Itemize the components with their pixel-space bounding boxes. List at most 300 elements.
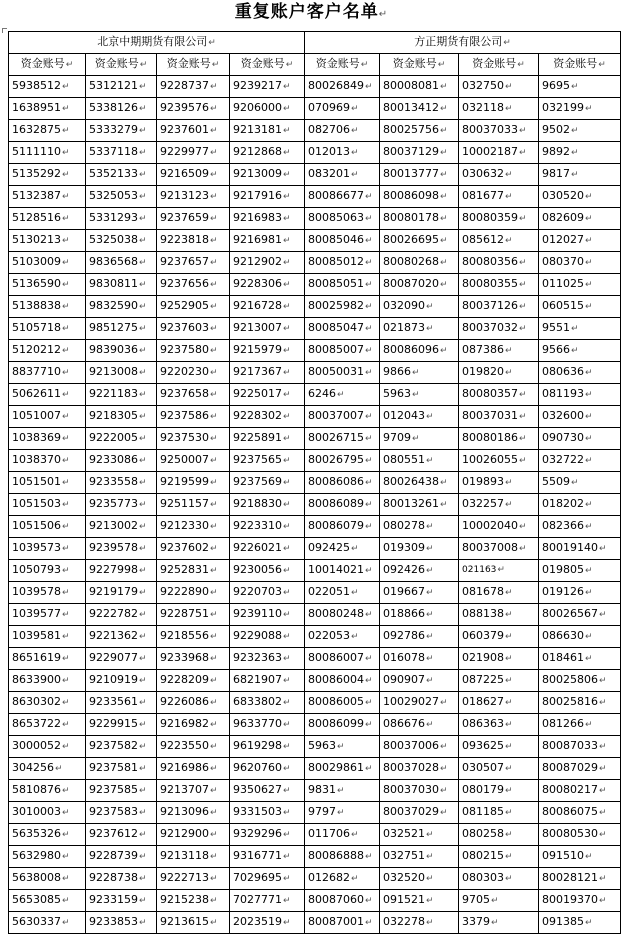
account-number: 9222713	[160, 871, 209, 884]
account-cell	[459, 230, 539, 252]
account-number: 093625	[462, 739, 505, 752]
account-cell	[380, 98, 459, 120]
table-row	[9, 252, 621, 274]
account-number: 9228209	[160, 673, 209, 686]
account-number: 1039573	[12, 541, 61, 554]
account-cell	[380, 296, 459, 318]
account-number: 9213123	[160, 189, 209, 202]
account-cell	[459, 120, 539, 142]
paragraph-mark: ↵	[139, 874, 147, 884]
paragraph-mark: ↵	[585, 632, 593, 642]
account-cell	[9, 912, 86, 934]
table-row	[9, 494, 621, 516]
paragraph-mark: ↵	[62, 478, 70, 488]
paragraph-mark: ↵	[283, 434, 291, 444]
account-number: 9213002	[89, 519, 138, 532]
account-cell	[305, 780, 380, 802]
account-number: 092426	[383, 563, 426, 576]
account-cell	[380, 472, 459, 494]
account-number: 1039578	[12, 585, 61, 598]
account-number: 80037006	[383, 739, 440, 752]
account-number: 9229915	[89, 717, 138, 730]
account-cell	[305, 450, 380, 472]
account-cell	[539, 912, 621, 934]
account-number: 087386	[462, 343, 505, 356]
account-cell	[9, 780, 86, 802]
account-number: 80080248	[308, 607, 365, 620]
paragraph-mark: ↵	[505, 82, 513, 92]
account-number: 8633900	[12, 673, 61, 686]
paragraph-mark: ↵	[351, 148, 359, 158]
account-cell	[305, 296, 380, 318]
account-number: 9239578	[89, 541, 138, 554]
account-number: 80086075	[542, 805, 599, 818]
account-cell	[305, 362, 380, 384]
account-cell	[230, 494, 305, 516]
account-number: 80085063	[308, 211, 365, 224]
account-number: 80087001	[308, 915, 365, 928]
account-number: 080215	[462, 849, 505, 862]
paragraph-mark: ↵	[283, 786, 291, 796]
account-number: 9237585	[89, 783, 138, 796]
account-cell	[459, 582, 539, 604]
account-cell	[9, 428, 86, 450]
account-number: 080179	[462, 783, 505, 796]
account-number: 9839036	[89, 343, 138, 356]
account-cell	[157, 120, 230, 142]
account-cell	[9, 208, 86, 230]
account-cell	[380, 560, 459, 582]
account-number: 092425	[308, 541, 351, 554]
account-number: 9223818	[160, 233, 209, 246]
paragraph-mark: ↵	[365, 654, 373, 664]
account-cell	[539, 890, 621, 912]
paragraph-mark: ↵	[412, 390, 420, 400]
account-cell	[305, 736, 380, 758]
account-cell	[9, 538, 86, 560]
account-cell	[157, 274, 230, 296]
paragraph-mark: ↵	[599, 742, 607, 752]
account-cell	[157, 780, 230, 802]
paragraph-mark: ↵	[139, 544, 147, 554]
account-cell	[230, 274, 305, 296]
account-cell	[539, 736, 621, 758]
account-number: 9220230	[160, 365, 209, 378]
account-cell	[230, 76, 305, 98]
paragraph-mark: ↵	[62, 610, 70, 620]
account-number: 012043	[383, 409, 426, 422]
account-number: 80019140	[542, 541, 599, 554]
account-number: 9226086	[160, 695, 209, 708]
paragraph-mark: ↵	[62, 280, 70, 290]
paragraph-mark: ↵	[505, 654, 513, 664]
account-cell	[157, 428, 230, 450]
paragraph-mark: ↵	[62, 170, 70, 180]
paragraph-mark: ↵	[519, 148, 527, 158]
account-cell	[230, 692, 305, 714]
account-cell	[9, 626, 86, 648]
paragraph-mark: ↵	[519, 522, 527, 532]
paragraph-mark: ↵	[365, 500, 373, 510]
account-number: 80087060	[308, 893, 365, 906]
paragraph-mark: ↵	[62, 258, 70, 268]
account-cell	[86, 802, 157, 824]
account-cell	[86, 824, 157, 846]
paragraph-mark: ↵	[505, 742, 513, 752]
paragraph-mark: ↵	[283, 676, 291, 686]
paragraph-mark: ↵	[519, 456, 527, 466]
paragraph-mark: ↵	[62, 500, 70, 510]
account-number: 5135292	[12, 167, 61, 180]
account-number: 012027	[542, 233, 585, 246]
account-cell	[539, 76, 621, 98]
paragraph-mark: ↵	[139, 478, 147, 488]
account-cell	[305, 252, 380, 274]
account-cell	[230, 560, 305, 582]
account-cell	[380, 670, 459, 692]
account-cell	[539, 252, 621, 274]
account-number: 9239110	[233, 607, 282, 620]
account-number: 9215979	[233, 343, 282, 356]
paragraph-mark: ↵	[210, 170, 218, 180]
account-number: 9216981	[233, 233, 282, 246]
paragraph-mark: ↵	[426, 544, 434, 554]
account-number: 80085012	[308, 255, 365, 268]
paragraph-mark: ↵	[519, 324, 527, 334]
account-cell	[157, 318, 230, 340]
account-number: 304256	[12, 761, 54, 774]
account-cell	[157, 648, 230, 670]
account-cell	[86, 626, 157, 648]
paragraph-mark: ↵	[440, 280, 448, 290]
account-cell	[305, 582, 380, 604]
account-cell	[539, 428, 621, 450]
paragraph-mark: ↵	[139, 82, 147, 92]
account-number: 5062611	[12, 387, 61, 400]
account-cell	[9, 230, 86, 252]
account-cell	[9, 406, 86, 428]
account-cell	[380, 384, 459, 406]
account-cell	[380, 758, 459, 780]
paragraph-mark: ↵	[337, 742, 345, 752]
account-cell	[305, 538, 380, 560]
account-number: 9832590	[89, 299, 138, 312]
paragraph-mark: ↵	[210, 742, 218, 752]
account-number: 9830811	[89, 277, 138, 290]
account-number: 9219179	[89, 585, 138, 598]
account-cell	[230, 538, 305, 560]
paragraph-mark: ↵	[210, 434, 218, 444]
paragraph-mark: ↵	[139, 214, 147, 224]
account-cell	[230, 450, 305, 472]
account-cell	[539, 340, 621, 362]
account-cell	[459, 516, 539, 538]
account-number: 081193	[542, 387, 585, 400]
account-number: 9217367	[233, 365, 282, 378]
paragraph-mark: ↵	[585, 412, 593, 422]
paragraph-mark: ↵	[599, 830, 607, 840]
account-cell	[380, 912, 459, 934]
account-number: 9212900	[160, 827, 209, 840]
paragraph-mark: ↵	[210, 236, 218, 246]
account-number: 80026715	[308, 431, 365, 444]
account-cell	[459, 406, 539, 428]
account-cell	[305, 890, 380, 912]
account-number: 9851275	[89, 321, 138, 334]
paragraph-mark: ↵	[365, 456, 373, 466]
account-number: 9216983	[233, 211, 282, 224]
account-cell	[305, 208, 380, 230]
account-number: 8651619	[12, 651, 61, 664]
account-cell	[9, 472, 86, 494]
paragraph-mark: ↵	[585, 588, 593, 598]
paragraph-mark: ↵	[210, 82, 218, 92]
paragraph-mark: ↵	[412, 368, 420, 378]
account-number: 10029027	[383, 695, 440, 708]
account-cell	[230, 472, 305, 494]
account-cell	[459, 912, 539, 934]
account-number: 9797	[308, 805, 337, 818]
account-cell	[86, 76, 157, 98]
account-number: 019805	[542, 563, 585, 576]
paragraph-mark: ↵	[139, 412, 147, 422]
paragraph-mark: ↵	[505, 874, 513, 884]
account-cell	[539, 472, 621, 494]
account-cell	[539, 846, 621, 868]
paragraph-mark: ↵	[139, 192, 147, 202]
account-number: 80026567	[542, 607, 599, 620]
account-cell	[380, 208, 459, 230]
account-number: 9237602	[160, 541, 209, 554]
account-cell	[380, 604, 459, 626]
account-cell	[380, 274, 459, 296]
paragraph-mark: ↵	[351, 632, 359, 642]
account-cell	[459, 780, 539, 802]
account-cell	[157, 384, 230, 406]
paragraph-mark: ↵	[283, 236, 291, 246]
paragraph-mark: ↵	[62, 632, 70, 642]
account-cell	[157, 912, 230, 934]
account-cell	[86, 890, 157, 912]
account-cell	[86, 362, 157, 384]
account-number: 9252905	[160, 299, 209, 312]
paragraph-mark: ↵	[62, 214, 70, 224]
paragraph-mark: ↵	[283, 302, 291, 312]
account-number: 80050031	[308, 365, 365, 378]
account-number: 9237657	[160, 255, 209, 268]
paragraph-mark: ↵	[426, 324, 434, 334]
paragraph-mark: ↵	[139, 698, 147, 708]
paragraph-mark: ↵	[139, 302, 147, 312]
paragraph-mark: ↵	[283, 764, 291, 774]
paragraph-mark: ↵	[491, 896, 499, 906]
account-cell	[459, 76, 539, 98]
table-row	[9, 384, 621, 406]
paragraph-mark: ↵	[571, 82, 579, 92]
account-number: 7027771	[233, 893, 282, 906]
account-number: 032750	[462, 79, 505, 92]
account-number: 9237658	[160, 387, 209, 400]
account-cell	[539, 714, 621, 736]
account-cell	[9, 164, 86, 186]
account-number: 9233853	[89, 915, 138, 928]
account-number: 016078	[383, 651, 426, 664]
account-cell	[86, 252, 157, 274]
account-number: 80037126	[462, 299, 519, 312]
paragraph-mark: ↵	[139, 390, 147, 400]
paragraph-mark: ↵	[62, 742, 70, 752]
account-cell	[9, 868, 86, 890]
account-number: 5632980	[12, 849, 61, 862]
account-number: 80026695	[383, 233, 440, 246]
table-row	[9, 142, 621, 164]
paragraph-mark: ↵	[505, 676, 513, 686]
account-cell	[230, 846, 305, 868]
account-cell	[539, 670, 621, 692]
account-cell	[157, 208, 230, 230]
account-cell	[380, 406, 459, 428]
paragraph-mark: ↵	[505, 808, 513, 818]
account-cell	[305, 846, 380, 868]
paragraph-mark: ↵	[440, 126, 448, 136]
account-cell	[157, 296, 230, 318]
account-number: 021908	[462, 651, 505, 664]
account-number: 1051007	[12, 409, 61, 422]
account-number: 80008081	[383, 79, 440, 92]
account-cell	[86, 472, 157, 494]
account-number: 9219599	[160, 475, 209, 488]
account-cell	[86, 648, 157, 670]
paragraph-mark: ↵	[283, 368, 291, 378]
account-number: 80086096	[383, 343, 440, 356]
account-number: 060515	[542, 299, 585, 312]
table-move-handle-icon[interactable]	[2, 28, 7, 33]
account-cell	[9, 296, 86, 318]
paragraph-mark: ↵	[440, 698, 448, 708]
paragraph-mark: ↵	[440, 148, 448, 158]
paragraph-mark: ↵	[351, 544, 359, 554]
account-cell	[380, 780, 459, 802]
table-row	[9, 230, 621, 252]
account-cell	[459, 890, 539, 912]
account-number: 5638008	[12, 871, 61, 884]
account-cell	[305, 692, 380, 714]
account-number: 80037032	[462, 321, 519, 334]
account-cell	[157, 230, 230, 252]
paragraph-mark: ↵	[210, 148, 218, 158]
paragraph-mark: ↵	[585, 720, 593, 730]
account-number: 80013412	[383, 101, 440, 114]
account-number: 030632	[462, 167, 505, 180]
account-number: 5635326	[12, 827, 61, 840]
paragraph-mark: ↵	[440, 192, 448, 202]
paragraph-mark: ↵	[426, 610, 434, 620]
paragraph-mark: ↵	[365, 566, 373, 576]
paragraph-mark: ↵	[585, 390, 593, 400]
paragraph-mark: ↵	[519, 280, 527, 290]
account-number: 9237565	[233, 453, 282, 466]
paragraph-mark: ↵	[365, 302, 373, 312]
account-cell	[305, 120, 380, 142]
account-cell	[9, 692, 86, 714]
account-number: 082366	[542, 519, 585, 532]
paragraph-mark: ↵	[365, 236, 373, 246]
account-number: 10014021	[308, 563, 365, 576]
account-number: 086630	[542, 629, 585, 642]
paragraph-mark: ↵	[426, 302, 434, 312]
account-number: 5963	[383, 387, 412, 400]
account-number: 9235773	[89, 497, 138, 510]
account-cell	[86, 560, 157, 582]
paragraph-mark: ↵	[139, 918, 147, 928]
paragraph-mark: ↵	[62, 456, 70, 466]
account-cell	[230, 120, 305, 142]
account-cell	[230, 230, 305, 252]
account-cell	[539, 406, 621, 428]
account-cell	[86, 670, 157, 692]
account-cell	[459, 648, 539, 670]
account-number: 018461	[542, 651, 585, 664]
account-cell	[305, 560, 380, 582]
account-number: 9237586	[160, 409, 209, 422]
paragraph-mark: ↵	[351, 170, 359, 180]
paragraph-mark: ↵	[283, 852, 291, 862]
paragraph-mark: ↵	[283, 456, 291, 466]
account-number: 019667	[383, 585, 426, 598]
account-number: 032521	[383, 827, 426, 840]
account-cell	[380, 76, 459, 98]
account-number: 1038369	[12, 431, 61, 444]
account-number: 9233561	[89, 695, 138, 708]
paragraph-mark: ↵	[426, 654, 434, 664]
account-cell	[539, 230, 621, 252]
account-cell	[459, 670, 539, 692]
paragraph-mark: ↵	[210, 764, 218, 774]
paragraph-mark: ↵	[210, 126, 218, 136]
account-cell	[86, 692, 157, 714]
paragraph-mark: ↵	[571, 126, 579, 136]
account-cell	[305, 604, 380, 626]
account-cell	[459, 252, 539, 274]
paragraph-mark: ↵	[571, 324, 579, 334]
paragraph-mark: ↵	[62, 874, 70, 884]
account-number: 9212330	[160, 519, 209, 532]
account-cell	[9, 736, 86, 758]
account-number: 9250007	[160, 453, 209, 466]
account-number: 9502	[542, 123, 571, 136]
account-number: 9216728	[233, 299, 282, 312]
account-cell	[380, 120, 459, 142]
account-cell	[230, 758, 305, 780]
account-number: 9229977	[160, 145, 209, 158]
account-cell	[9, 494, 86, 516]
account-number: 083201	[308, 167, 351, 180]
paragraph-mark: ↵	[365, 280, 373, 290]
table-row	[9, 186, 621, 208]
paragraph-mark: ↵	[505, 852, 513, 862]
paragraph-mark: ↵	[599, 764, 607, 774]
account-cell	[9, 450, 86, 472]
account-cell	[380, 428, 459, 450]
account-cell	[305, 516, 380, 538]
account-cell	[86, 846, 157, 868]
account-number: 9239217	[233, 79, 282, 92]
table-row	[9, 120, 621, 142]
paragraph-mark: ↵	[365, 192, 373, 202]
paragraph-mark: ↵	[283, 170, 291, 180]
account-number: 80037031	[462, 409, 519, 422]
account-cell	[9, 252, 86, 274]
